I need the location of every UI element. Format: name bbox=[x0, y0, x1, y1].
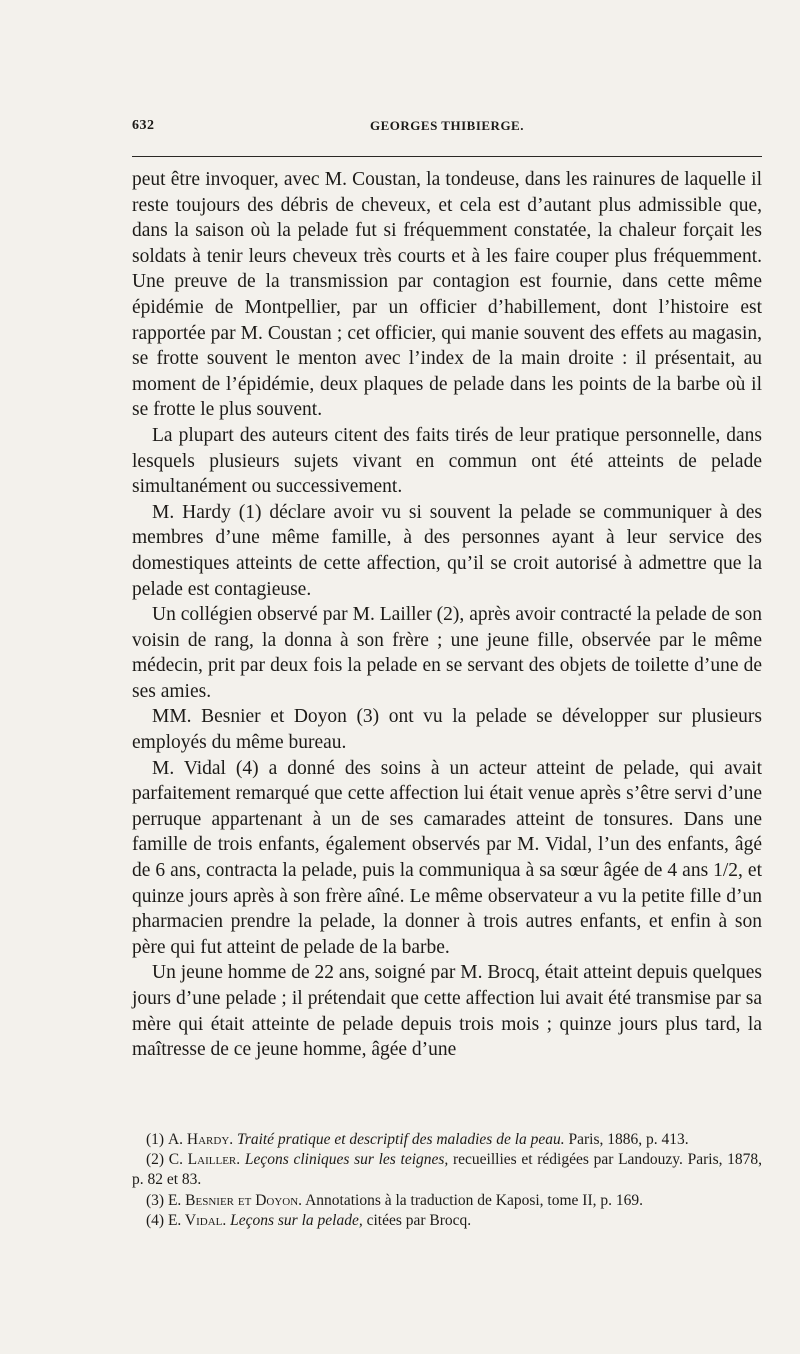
footnote-number: (3) bbox=[146, 1191, 165, 1209]
header-rule bbox=[132, 156, 762, 157]
paragraph: Un jeune homme de 22 ans, soigné par M. Brocq, était atteint depuis quelques jours d’une pelade ; il prétendait que cette affection lui avait été transmise par sa mère qui était atteinte de pelade depuis trois mois ; quinze jours plus tard, la maîtresse de ce jeune homme, âgée d’une bbox=[132, 962, 762, 1061]
page-header bbox=[132, 118, 762, 140]
footnote-author: C. Lailler. bbox=[168, 1151, 241, 1169]
running-title: GEORGES THIBIERGE. bbox=[370, 118, 524, 133]
footnote-rest: Paris, 1886, p. 413. bbox=[568, 1131, 689, 1148]
footnote bbox=[132, 1191, 762, 1211]
footnote-title: Traité pratique et descriptif des maladies de la peau. bbox=[237, 1131, 565, 1148]
paragraph: Un collégien observé par M. Lailler (2), après avoir contracté la pelade de son voisin de rang, la donna à son frère ; une jeune fille, observée par le même médecin, prit par deux fois la pelade en se servant des objets de toilette d’une de ses amies. bbox=[132, 604, 762, 702]
paragraph: M. Hardy (1) déclare avoir vu si souvent la pelade se communiquer à des membres d’une même famille, à des personnes ayant à leur service des domestiques atteints de cette affection, qu’il se croit autorisé à admettre que la pelade est contagieuse. bbox=[132, 501, 762, 600]
page-number: 632 bbox=[132, 118, 155, 133]
footnote-author: A. Hardy. bbox=[167, 1131, 234, 1148]
body-text bbox=[132, 167, 762, 1063]
footnote bbox=[132, 1211, 762, 1231]
footnote bbox=[132, 1150, 762, 1190]
footnote bbox=[132, 1130, 762, 1150]
paragraph: peut être invoquer, avec M. Coustan, la tondeuse, dans les rainures de laquelle il reste toujours des débris de cheveux, et cela est d’autant plus admissible que, dans la saison où la pelade fut si fréquemment constatée, la chaleur forçait les soldats à tenir leurs cheveux très courts et à les faire couper plus fréquemment. Une preuve de la transmission par contagion est fournie, dans cette même épidémie de Montpellier, par un officier d’habillement, dont l’histoire est rapportée par M. Coustan ; cet officier, qui manie souvent des effets au magasin, se frotte souvent le menton avec l’index de la main droite : il présentait, au moment de l’épidémie, deux plaques de pelade dans les points de la barbe où il se frotte le plus souvent. bbox=[132, 169, 762, 421]
paragraph: MM. Besnier et Doyon (3) ont vu la pelade se développer sur plusieurs employés du même bureau. bbox=[132, 706, 762, 754]
footnotes bbox=[132, 1130, 762, 1231]
footnote-title: Leçons sur la pelade, bbox=[230, 1211, 363, 1229]
footnote-title: Leçons cliniques sur les teignes, bbox=[244, 1151, 449, 1169]
footnote-author: E. Vidal. bbox=[167, 1211, 227, 1229]
paragraph: La plupart des auteurs citent des faits tirés de leur pratique personnelle, dans lesquels plusieurs sujets vivant en commun ont été atteints de pelade simultanément ou successivement. bbox=[132, 424, 762, 498]
footnote-number: (2) bbox=[146, 1151, 165, 1169]
paragraph: M. Vidal (4) a donné des soins à un acteur atteint de pelade, qui avait parfaitement remarqué que cette affection lui était venue après s’être servi d’une perruque appartenant à un de ses camarades atteint de tonsures. Dans une famille de trois enfants, également observés par M. Vidal, l’un des enfants, âgé de 6 ans, contracta la pelade, puis la communiqua à sa sœur âgée de 4 ans 1/2, et quinze jours après à son frère aîné. Le même observateur a vu la petite fille d’un pharmacien prendre la pelade, la donner à trois autres enfants, et enfin à son père qui fut atteint de pelade de la barbe. bbox=[132, 757, 762, 958]
footnote-rest: citées par Brocq. bbox=[366, 1211, 472, 1229]
footnote-author: E. Besnier et Doyon. bbox=[167, 1191, 303, 1209]
footnote-rest: Annotations à la traduction de Kaposi, tome II, p. 169. bbox=[305, 1191, 643, 1209]
footnote-number: (4) bbox=[146, 1211, 165, 1229]
footnote-rest: recueillies et rédigées par Landouzy. Paris, 1878, p. 82 et 83. bbox=[132, 1151, 763, 1189]
footnote-number: (1) bbox=[146, 1131, 165, 1148]
